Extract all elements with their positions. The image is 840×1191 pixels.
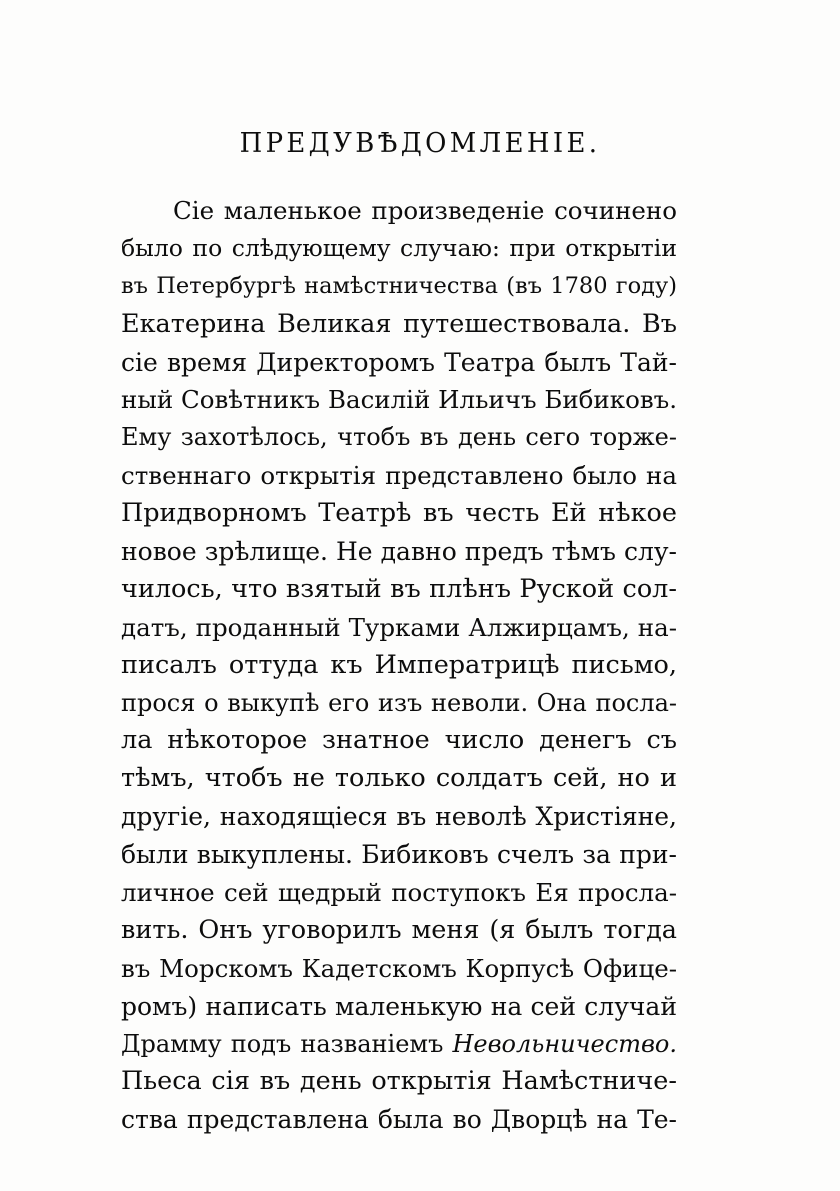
text-line: было по слѣдующему случаю: при открытіи [121,233,677,262]
text-line: Ему захотѣлось, чтобъ въ день сего торже- [121,423,677,452]
text-line: тѣмъ, чтобъ не только солдатъ сей, но и [121,763,677,794]
text-segment: Драмму подъ названіемъ [121,1029,444,1058]
drama-title: Невольничество. [452,1029,677,1058]
text-line: ромъ) написать маленькую на сей случай [121,991,677,1021]
text-line: ственнаго открытія представлено было на [121,461,677,491]
text-line: ный Совѣтникъ Василій Ильичъ Бибиковъ. [121,385,677,415]
text-line: прося о выкупѣ его изъ неволи. Она посла- [121,688,677,717]
text-line: личное сей щедрый поступокъ Ея просла- [121,878,677,908]
text-line: чилось, что взятый въ плѣнъ Руской сол- [121,573,677,604]
text-line: Екатерина Великая путешествовала. Въ [121,308,677,339]
text-line: Придворномъ Театрѣ въ честь Ей нѣкое [121,498,677,529]
text-line: ла нѣкоторое знатное число денегъ съ [121,725,677,756]
text-line: ства представлена была во Дворцѣ на Те- [121,1105,677,1135]
text-line: сіе время Директоромъ Театра былъ Тай- [121,347,677,377]
page-heading: ПРЕДУВѢДОМЛЕНІЕ. [239,128,601,159]
body-text [121,192,677,1139]
text-line: были выкуплены. Бибиковъ счелъ за при- [121,840,677,870]
text-line: Пьеса сія въ день открытія Намѣстниче- [121,1066,677,1097]
text-line: въ Петербургѣ намѣстничества (въ 1780 году) [121,272,677,299]
text-line: вить. Онъ уговорилъ меня (я былъ тогда [121,914,677,945]
text-line: датъ, проданный Турками Алжирцамъ, на- [121,612,677,642]
text-line: Сіе маленькое произведеніе сочинено [173,196,677,225]
text-line-with-title [121,1026,677,1064]
text-line: въ Морскомъ Кадетскомъ Корпусѣ Офице- [121,953,677,983]
text-line: писалъ оттуда къ Императрицѣ письмо, [121,649,677,680]
text-line: другіе, находящіеся въ неволѣ Христіяне, [121,802,677,832]
text-line: новое зрѣлище. Не давно предъ тѣмъ слу- [121,537,677,567]
